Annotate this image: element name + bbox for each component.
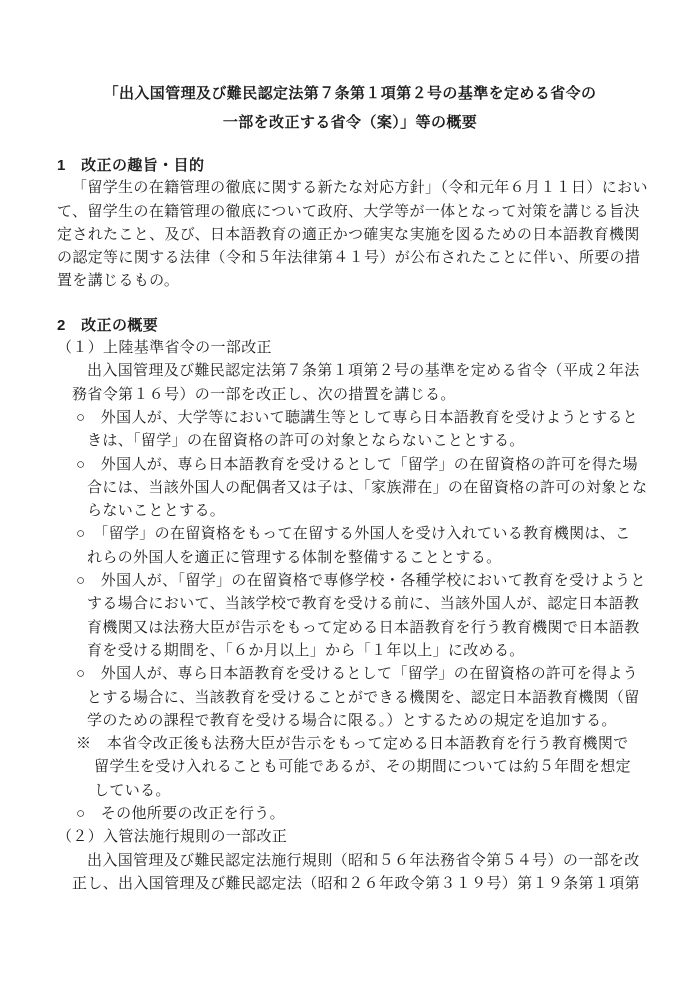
- text-line: ○ 外国人が、専ら日本語教育を受けるとして「留学」の在留資格の許可を得た場: [76, 456, 639, 473]
- document-title: [0, 79, 700, 137]
- text-line: 出入国管理及び難民認定法第７条第１項第２号の基準を定める省令（平成２年法: [87, 363, 640, 380]
- text-line: て、留学生の在籍管理の徹底について政府、大学等が一体となって対策を講じる旨決: [57, 203, 640, 220]
- text-line: する場合において、当該学校で教育を受ける前に、当該外国人が、認定日本語教: [87, 596, 640, 613]
- text-line: ※ 本省令改正後も法務大臣が告示をもって定める日本語教育を行う教育機関で: [76, 736, 629, 753]
- text-line: きは、「留学」の在留資格の許可の対象とならないこととする。: [87, 433, 525, 450]
- section-heading: 1 改正の趣旨・目的: [57, 157, 205, 174]
- text-line: 育機関又は法務大臣が告示をもって定める日本語教育を行う教育機関で日本語教: [87, 619, 640, 636]
- text-line: 学のための課程で教育を受ける場合に限る。）とするための規定を追加する。: [87, 712, 617, 729]
- text-line: とする場合に、当該教育を受けることができる機関を、認定日本語教育機関（留: [87, 689, 640, 706]
- text-line: 「留学生の在籍管理の徹底に関する新たな対応方針」（令和元年６月１１日）におい: [72, 180, 648, 197]
- text-line: 留学生を受け入れることも可能であるが、その期間については約５年間を想定: [94, 759, 631, 776]
- text-line: 置を講じるもの。: [57, 273, 180, 290]
- text-line: の認定等に関する法律（令和５年法律第４１号）が公布されたことに伴い、所要の措: [57, 250, 641, 267]
- document-title-line-1: 「出入国管理及び難民認定法第７条第１項第２号の基準を定める省令の: [103, 85, 597, 102]
- text-line: ○ その他所要の改正を行う。: [76, 806, 285, 823]
- text-line: 育を受ける期間を、「６か月以上」から「１年以上」に改める。: [87, 642, 525, 659]
- text-line: らないこととする。: [87, 503, 226, 520]
- section: [57, 154, 700, 294]
- text-line: 合には、当該外国人の配偶者又は子は、「家族滞在」の在留資格の許可の対象とな: [87, 479, 648, 496]
- text-line: ○ 「留学」の在留資格をもって在留する外国人を受け入れている教育機関は、こ: [76, 526, 631, 543]
- text-line: ○ 外国人が、大学等において聴講生等として専ら日本語教育を受けようとすると: [76, 409, 639, 426]
- text-line: ○ 外国人が、「留学」の在留資格で専修学校・各種学校において教育を受けようと: [76, 573, 646, 590]
- text-line: （１）上陸基準省令の一部改正: [57, 340, 272, 357]
- section-heading: 2 改正の概要: [57, 316, 159, 334]
- text-line: 出入国管理及び難民認定法施行規則（昭和５６年法務省令第５４号）の一部を改: [87, 852, 640, 869]
- document-body: [57, 154, 700, 896]
- document-title-line-2: 一部を改正する省令（案）」等の概要: [222, 114, 478, 131]
- text-line: （２）入管法施行規則の一部改正: [57, 829, 288, 846]
- text-line: 定されたこと、及び、日本語教育の適正かつ確実な実施を図るための日本語教育機関: [57, 226, 640, 243]
- section: [57, 314, 700, 896]
- text-line: れらの外国人を適正に管理する体制を整備することとする。: [87, 549, 502, 566]
- text-line: 正し、出入国管理及び難民認定法（昭和２６年政令第３１９号）第１９条第１項第: [72, 875, 640, 892]
- text-line: している。: [94, 782, 171, 799]
- text-line: ○ 外国人が、専ら日本語教育を受けるとして「留学」の在留資格の許可を得よう: [76, 666, 639, 683]
- text-line: 務省令第１６号）の一部を改正し、次の措置を講じる。: [72, 386, 456, 403]
